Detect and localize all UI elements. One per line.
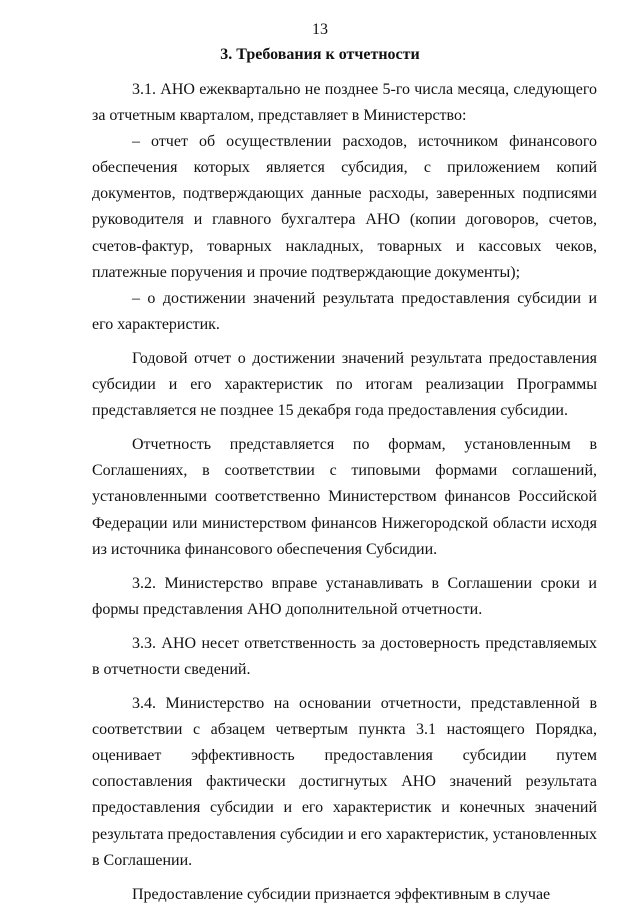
paragraph-3-1: 3.1. АНО ежеквартально не позднее 5-го числа месяца, следующего за отчетным кварталом, представляет в Министерство: [92,81,597,125]
paragraph-report-forms: Отчетность представляется по формам, установленным в Соглашениях, в соответствии с типовыми формами соглашений, установленными соответственно Министерством финансов Российской Федерации или министерством финансов Нижегородской области исходя из источника финансового обеспечения Субсидии. [92,436,597,558]
paragraph-result-report: – о достижении значений результата предоставления субсидии и его характеристик. [92,289,597,333]
section-title: 3. Требования к отчетности [220,46,420,63]
paragraph-3-2: 3.2. Министерство вправе устанавливать в Соглашении сроки и формы представления АНО дополнительной отчетности. [92,574,597,618]
paragraph-3-4: 3.4. Министерство на основании отчетности, представленной в соответствии с абзацем четвертым пункта 3.1 настоящего Порядка, оценивает эффективность предоставления субсидии путем сопоставления фактически достигнутых АНО значений результата предоставления субсидии и его характеристик и конечных значений результата предоставления субсидии и его характеристик, установленных в Соглашении. [92,695,597,869]
paragraph-effectiveness: Предоставление субсидии признается эффективным в случае [132,885,551,903]
paragraph-annual-report: Годовой отчет о достижении значений результата предоставления субсидии и его характеристик по итогам реализации Программы представляется не позднее 15 декабря года предоставления субсидии. [92,349,597,420]
paragraph-expense-report: – отчет об осуществлении расходов, источником финансового обеспечения которых является субсидия, с приложением копий документов, подтверждающих данные расходы, заверенных подписями руководителя и главного бухгалтера АНО (копии договоров, счетов, счетов-фактур, товарных накладных, товарных и кассовых чеков, платежные поручения и прочие подтверждающие документы); [92,133,597,281]
paragraph-3-3: 3.3. АНО несет ответственность за достоверность представляемых в отчетности сведений. [92,634,597,678]
page-number: 13 [312,21,328,38]
body-text [92,77,597,908]
